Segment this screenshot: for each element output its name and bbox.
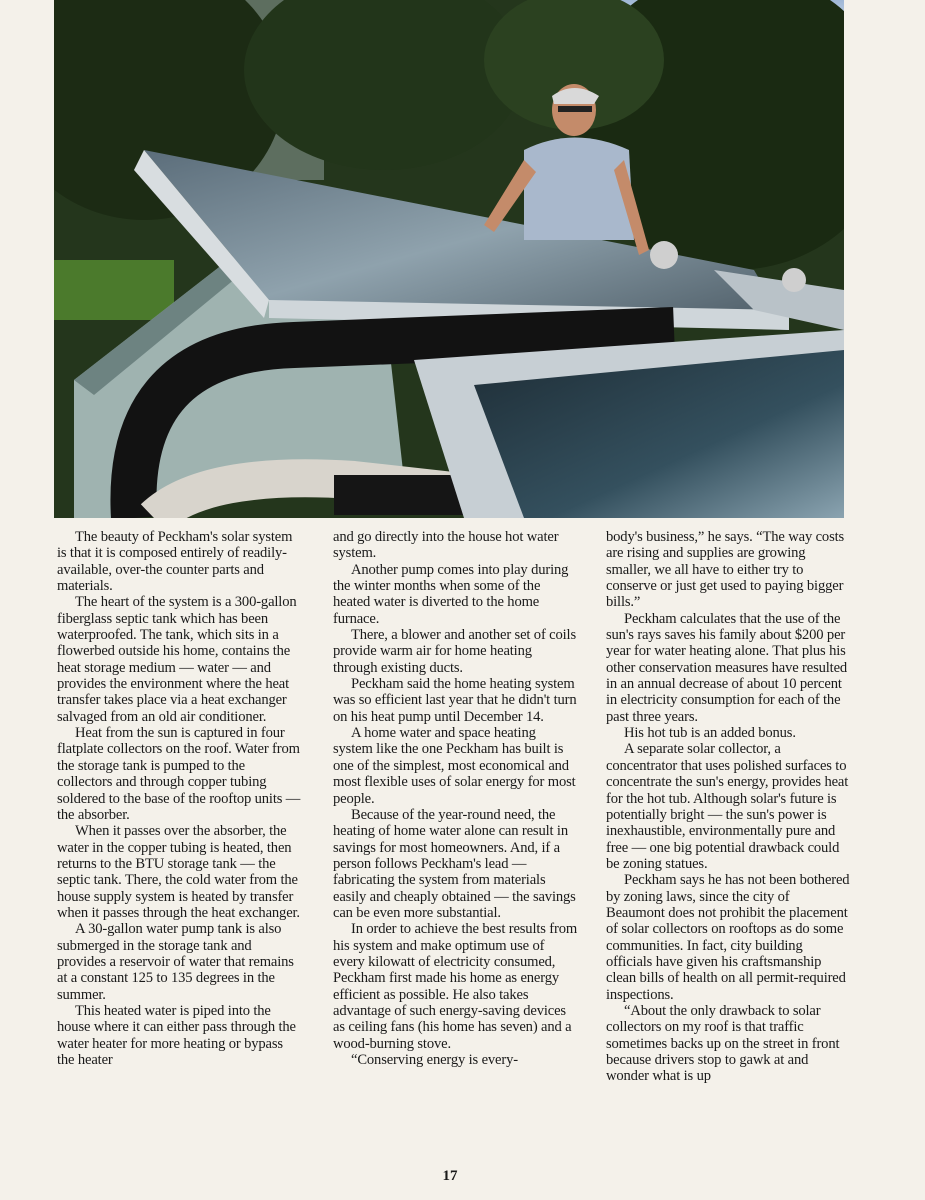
paragraph: Another pump comes into play during the winter months when some of the heated water is diverted to the home furnace. <box>333 561 569 627</box>
paragraph: When it passes over the absorber, the water in the copper tubing is heated, then returns to the BTU storage tank — the septic tank. There, the cold water from the house supply system is heated by transfer when it passes through the heat exchanger. <box>57 823 300 921</box>
paragraph: A home water and space heating system like the one Peckham has built is one of the simplest, most economical and most flexible uses of solar energy for most people. <box>333 725 576 807</box>
paragraph: The beauty of Peckham's solar system is that it is composed entirely of readily-available, over-the counter parts and materials. <box>57 529 293 595</box>
paragraph: Because of the year-round need, the heating of home water alone can result in savings for most homeowners. And, if a person follows Peckham's lead — fabricating the system from materials easily and cheaply obtained — the savings can be even more substantial. <box>333 806 576 921</box>
paragraph: His hot tub is an added bonus. <box>624 725 796 742</box>
paragraph: “About the only drawback to solar collectors on my roof is that traffic sometimes backs up on the street in front because drivers stop to gawk at and wonder what is up <box>606 1002 840 1085</box>
text-column-3 <box>606 529 851 1085</box>
text-column-1 <box>57 529 302 1068</box>
paragraph: A 30-gallon water pump tank is also submerged in the storage tank and provides a reservoir of water that remains at a constant 125 to 135 degrees in the summer. <box>57 921 294 1003</box>
paragraph: Peckham calculates that the use of the sun's rays saves his family about $200 per year for water heating alone. That plus his other conservation measures have resulted in an annual decrease of about 10 percent in electricity consumption for each of the past three years. <box>606 610 848 725</box>
paragraph: There, a blower and another set of coils provide warm air for home heating through existing ducts. <box>333 627 576 676</box>
paragraph: The heart of the system is a 300-gallon fiberglass septic tank which has been waterproofed. The tank, which sits in a flowerbed outside his home, contains the heat storage medium — water — and provides the environment where the heat transfer takes place via a heat exchanger salvaged from an old air conditioner. <box>57 594 297 725</box>
paragraph: Peckham said the home heating system was so efficient last year that he didn't turn on his heat pump until December 14. <box>333 676 577 725</box>
paragraph: This heated water is piped into the house where it can either pass through the water heater for more heating or bypass the heater <box>57 1002 296 1068</box>
paragraph: “Conserving energy is every- <box>351 1052 518 1068</box>
text-column-2 <box>333 529 578 1068</box>
page-number: 17 <box>442 1168 458 1184</box>
paragraph: Heat from the sun is captured in four flatplate collectors on the roof. Water from the storage tank is pumped to the collectors and through copper tubing soldered to the base of the rooftop units — the absorber. <box>57 725 301 823</box>
paragraph: body's business,” he says. “The way costs are rising and supplies are growing smaller, we all have to either try to conserve or just get used to paying bigger bills.” <box>606 529 845 611</box>
paragraph: and go directly into the house hot water system. <box>333 529 559 562</box>
paragraph: Peckham says he has not been bothered by zoning laws, since the city of Beaumont does not prohibit the placement of solar collectors on rooftops as do some communities. In fact, city building officials have given his craftsmanship clean bills of health on all permit-required inspections. <box>606 872 850 1003</box>
solar-collectors-photo <box>54 0 844 518</box>
paragraph: A separate solar collector, a concentrator that uses polished surfaces to concentrate the sun's energy, provides heat for the hot tub. Although solar's future is potentially bright — the sun's power is inexhaustible, environmentally pure and free — one big potential drawback could be zoning statues. <box>606 741 849 872</box>
paragraph: In order to achieve the best results from his system and make optimum use of every kilowatt of electricity consumed, Peckham first made his home as energy efficient as possible. He also takes advantage of such energy-saving devices as ceiling fans (his home has seven) and a wood-burning stove. <box>333 921 578 1052</box>
